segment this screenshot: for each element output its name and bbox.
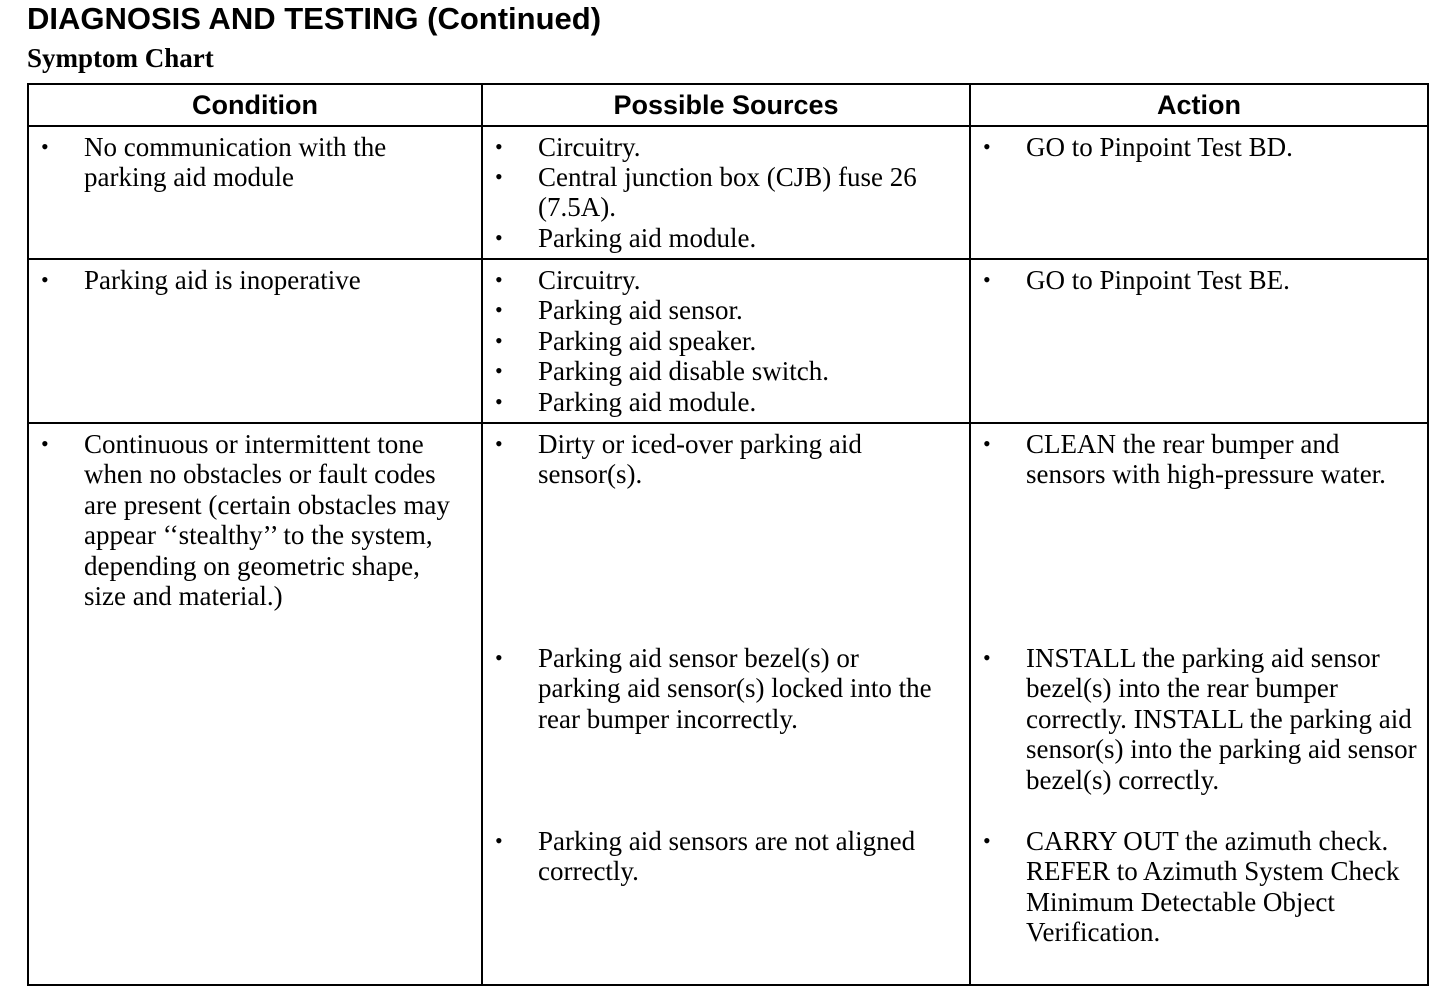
bullet-icon: • bbox=[495, 225, 503, 250]
sources-cell bbox=[482, 259, 970, 423]
bullet-icon: • bbox=[983, 645, 991, 670]
source-text: Dirty or iced-over parking aid sensor(s). bbox=[538, 429, 862, 490]
symptom-chart-table bbox=[27, 83, 1429, 986]
list-item bbox=[483, 429, 969, 490]
source-text: Circuitry. bbox=[538, 265, 641, 295]
chart-subtitle: Symptom Chart bbox=[27, 43, 214, 73]
source-text: Parking aid sensors are not aligned correctly. bbox=[538, 826, 916, 887]
bullet-icon: • bbox=[983, 431, 991, 456]
bullet-icon: • bbox=[983, 267, 991, 292]
action-text: INSTALL the parking aid sensor bezel(s) into the rear bumper correctly. INSTALL the parking aid sensor(s) into the parking aid sensor bezel(s) correctly. bbox=[1026, 643, 1417, 795]
bullet-icon: • bbox=[495, 267, 503, 292]
condition-text: Parking aid is inoperative bbox=[84, 265, 361, 295]
list-item bbox=[483, 326, 969, 356]
list-item bbox=[971, 265, 1427, 295]
action-cell bbox=[970, 259, 1428, 423]
action-text: GO to Pinpoint Test BD. bbox=[1026, 132, 1293, 162]
action-text: GO to Pinpoint Test BE. bbox=[1026, 265, 1290, 295]
list-item bbox=[483, 295, 969, 325]
condition-text: Continuous or intermittent tone when no obstacles or fault codes are present (certain obstacles may appear ‘‘stealthy’’ to the system, depending on geometric shape, size and material.) bbox=[84, 429, 450, 612]
list-item bbox=[483, 265, 969, 295]
source-text: Central junction box (CJB) fuse 26 (7.5A). bbox=[538, 162, 917, 223]
list-item bbox=[483, 387, 969, 417]
source-text: Circuitry. bbox=[538, 132, 641, 162]
bullet-icon: • bbox=[41, 267, 49, 292]
column-header-action: Action bbox=[970, 84, 1428, 126]
list-item bbox=[29, 429, 481, 611]
bullet-icon: • bbox=[495, 164, 503, 189]
list-item bbox=[29, 132, 481, 193]
source-text: Parking aid speaker. bbox=[538, 326, 757, 356]
source-text: Parking aid disable switch. bbox=[538, 356, 829, 386]
bullet-icon: • bbox=[495, 645, 503, 670]
action-cell bbox=[970, 423, 1428, 985]
bullet-icon: • bbox=[983, 134, 991, 159]
bullet-icon: • bbox=[495, 431, 503, 456]
bullet-icon: • bbox=[495, 297, 503, 322]
list-item bbox=[971, 132, 1427, 162]
bullet-icon: • bbox=[495, 328, 503, 353]
table-row bbox=[28, 423, 1428, 985]
source-text: Parking aid sensor bezel(s) or parking aid sensor(s) locked into the rear bumper incorrectly. bbox=[538, 643, 932, 734]
bullet-icon: • bbox=[495, 134, 503, 159]
table-header-row bbox=[28, 84, 1428, 126]
action-text: CARRY OUT the azimuth check. REFER to Azimuth System Check Minimum Detectable Object Verification. bbox=[1026, 826, 1400, 948]
table-row bbox=[28, 126, 1428, 259]
column-header-possible-sources: Possible Sources bbox=[482, 84, 970, 126]
condition-text: No communication with the parking aid module bbox=[84, 132, 387, 193]
condition-cell bbox=[28, 259, 482, 423]
list-item bbox=[29, 265, 481, 295]
bullet-icon: • bbox=[41, 431, 49, 456]
list-item bbox=[971, 643, 1427, 795]
list-item bbox=[483, 132, 969, 162]
bullet-icon: • bbox=[495, 389, 503, 414]
bullet-icon: • bbox=[495, 828, 503, 853]
source-text: Parking aid sensor. bbox=[538, 295, 743, 325]
list-item bbox=[483, 643, 969, 734]
list-item bbox=[483, 162, 969, 223]
sources-cell bbox=[482, 423, 970, 985]
list-item bbox=[483, 356, 969, 386]
column-header-condition: Condition bbox=[28, 84, 482, 126]
list-item bbox=[971, 429, 1427, 490]
sources-cell bbox=[482, 126, 970, 259]
action-cell bbox=[970, 126, 1428, 259]
list-item bbox=[483, 223, 969, 253]
action-text: CLEAN the rear bumper and sensors with high-pressure water. bbox=[1026, 429, 1386, 490]
page-title: DIAGNOSIS AND TESTING (Continued) bbox=[27, 1, 602, 36]
bullet-icon: • bbox=[983, 828, 991, 853]
table-row bbox=[28, 259, 1428, 423]
bullet-icon: • bbox=[41, 134, 49, 159]
condition-cell bbox=[28, 423, 482, 985]
condition-cell bbox=[28, 126, 482, 259]
list-item bbox=[483, 826, 969, 887]
source-text: Parking aid module. bbox=[538, 387, 757, 417]
bullet-icon: • bbox=[495, 358, 503, 383]
list-item bbox=[971, 826, 1427, 948]
source-text: Parking aid module. bbox=[538, 223, 757, 253]
